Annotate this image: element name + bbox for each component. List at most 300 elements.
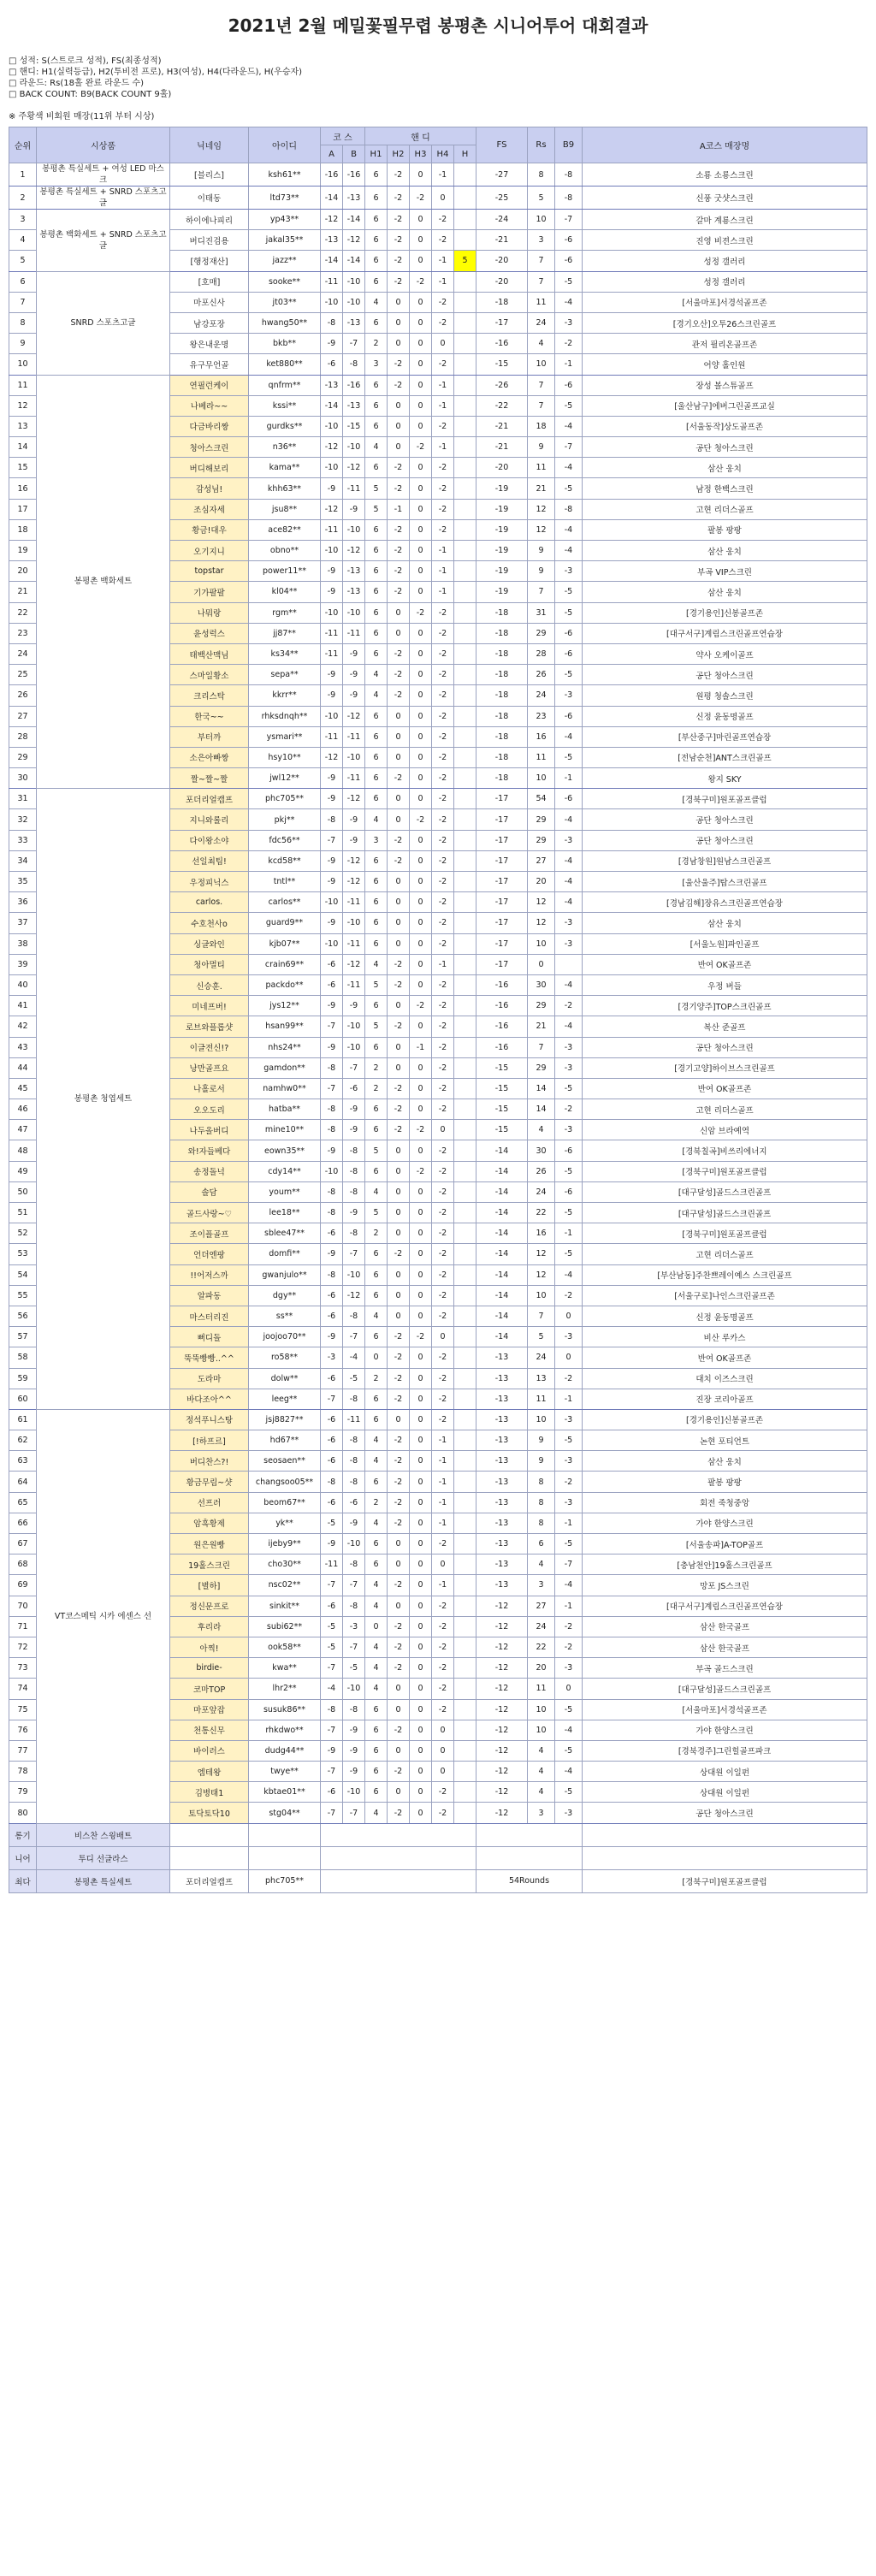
footer-id: phc705** xyxy=(249,1869,321,1892)
cell-rank: 20 xyxy=(9,561,37,582)
cell-nick: 도라마 xyxy=(170,1368,249,1389)
cell-id: guard9** xyxy=(249,913,321,933)
cell-store: [경기고양]하이브스크린골프 xyxy=(583,1057,867,1078)
cell-rank: 17 xyxy=(9,499,37,519)
cell-h4: -1 xyxy=(432,1575,454,1596)
cell-h xyxy=(454,1575,476,1596)
cell-b9: 0 xyxy=(555,1679,583,1699)
cell-h1: 4 xyxy=(365,1803,388,1823)
cell-a: -12 xyxy=(321,437,343,458)
cell-b: -8 xyxy=(343,1389,365,1409)
cell-b: -10 xyxy=(343,271,365,292)
header-nick: 닉네임 xyxy=(170,127,249,163)
cell-rs: 18 xyxy=(528,416,555,436)
cell-prize: 봉평촌 백화세트 xyxy=(37,375,170,789)
cell-h2: 0 xyxy=(388,1306,410,1326)
cell-id: jt03** xyxy=(249,292,321,312)
cell-fs: -14 xyxy=(476,1306,528,1326)
cell-rank: 66 xyxy=(9,1513,37,1533)
cell-rank: 21 xyxy=(9,582,37,602)
cell-h1: 6 xyxy=(365,913,388,933)
cell-h3: 0 xyxy=(410,892,432,913)
cell-h2: 0 xyxy=(388,1554,410,1575)
cell-b: -13 xyxy=(343,312,365,333)
cell-h2: -2 xyxy=(388,1472,410,1492)
cell-h4: -2 xyxy=(432,312,454,333)
cell-nick: 낭만골프요 xyxy=(170,1057,249,1078)
cell-store: 삼산 웅치 xyxy=(583,913,867,933)
cell-id: kssi** xyxy=(249,395,321,416)
cell-store: 삼산 한국골프 xyxy=(583,1637,867,1657)
cell-h3: -1 xyxy=(410,1037,432,1057)
cell-h1: 6 xyxy=(365,1244,388,1264)
cell-rank: 77 xyxy=(9,1740,37,1761)
cell-a: -14 xyxy=(321,395,343,416)
cell-id: ace82** xyxy=(249,519,321,540)
cell-id: leeg** xyxy=(249,1389,321,1409)
cell-store: 비산 루카스 xyxy=(583,1327,867,1347)
cell-nick: 부터까 xyxy=(170,726,249,747)
cell-a: -12 xyxy=(321,499,343,519)
cell-b9: -4 xyxy=(555,1762,583,1782)
cell-h2: -2 xyxy=(388,478,410,499)
cell-h1: 6 xyxy=(365,230,388,251)
cell-rank: 37 xyxy=(9,913,37,933)
cell-h2: -2 xyxy=(388,974,410,995)
cell-h2: 0 xyxy=(388,292,410,312)
cell-h4: -1 xyxy=(432,1472,454,1492)
cell-h xyxy=(454,830,476,850)
cell-b9: -4 xyxy=(555,809,583,830)
cell-rank: 60 xyxy=(9,1389,37,1409)
cell-h3: 0 xyxy=(410,726,432,747)
cell-h1: 4 xyxy=(365,1596,388,1616)
cell-h4: -2 xyxy=(432,1016,454,1037)
cell-a: -12 xyxy=(321,747,343,767)
cell-id: ro58** xyxy=(249,1347,321,1368)
cell-nick: 포더리얼캡프 xyxy=(170,789,249,809)
cell-h2: 0 xyxy=(388,1534,410,1554)
cell-h2: 0 xyxy=(388,1264,410,1285)
cell-nick: [호매] xyxy=(170,271,249,292)
cell-store: [경북구미]원포골프클럽 xyxy=(583,1223,867,1244)
cell-h3: 0 xyxy=(410,1762,432,1782)
header-h3: H3 xyxy=(410,145,432,163)
cell-b: -9 xyxy=(343,1762,365,1782)
cell-id: pkj** xyxy=(249,809,321,830)
cell-a: -9 xyxy=(321,1534,343,1554)
cell-h2: -2 xyxy=(388,1451,410,1472)
cell-rs: 22 xyxy=(528,1637,555,1657)
cell-h1: 6 xyxy=(365,1099,388,1120)
cell-a: -8 xyxy=(321,1120,343,1140)
cell-store: 왕지 SKY xyxy=(583,768,867,789)
cell-store: 어양 홀인원 xyxy=(583,354,867,375)
cell-h4: -2 xyxy=(432,706,454,726)
cell-fs: -16 xyxy=(476,996,528,1016)
cell-h4: -2 xyxy=(432,872,454,892)
cell-b: -10 xyxy=(343,519,365,540)
cell-b9: -5 xyxy=(555,1203,583,1223)
cell-store: [경기양주]TOP스크린골프 xyxy=(583,996,867,1016)
cell-id: power11** xyxy=(249,561,321,582)
cell-b9: -3 xyxy=(555,830,583,850)
cell-h1: 6 xyxy=(365,1161,388,1181)
cell-fs: -17 xyxy=(476,954,528,974)
cell-nick: 나홀로서 xyxy=(170,1078,249,1099)
cell-a: -10 xyxy=(321,1161,343,1181)
cell-store: [울산남구]에버그린골프교실 xyxy=(583,395,867,416)
cell-store: [서울노원]파인골프 xyxy=(583,933,867,954)
page-title: 2021년 2월 메밀꽃필무렵 봉평촌 시니어투어 대회결과 xyxy=(228,15,648,36)
cell-id: eown35** xyxy=(249,1140,321,1161)
cell-a: -10 xyxy=(321,292,343,312)
cell-fs: -26 xyxy=(476,375,528,395)
cell-id: jj87** xyxy=(249,623,321,643)
cell-h4: -2 xyxy=(432,747,454,767)
cell-h xyxy=(454,1637,476,1657)
header-store: A코스 매장명 xyxy=(583,127,867,163)
cell-h xyxy=(454,230,476,251)
cell-rs: 10 xyxy=(528,1720,555,1740)
cell-rs: 10 xyxy=(528,1285,555,1306)
cell-h3: 0 xyxy=(410,334,432,354)
cell-b9: -6 xyxy=(555,251,583,271)
header-a: A xyxy=(321,145,343,163)
cell-id: stg04** xyxy=(249,1803,321,1823)
cell-h xyxy=(454,602,476,623)
cell-rank: 69 xyxy=(9,1575,37,1596)
cell-rs: 9 xyxy=(528,1430,555,1451)
cell-store: 장성 볼스튜골프 xyxy=(583,375,867,395)
cell-h xyxy=(454,1492,476,1513)
cell-fs: -17 xyxy=(476,789,528,809)
cell-id: kbtae01** xyxy=(249,1782,321,1803)
cell-h2: 0 xyxy=(388,602,410,623)
cell-id: joojoo70** xyxy=(249,1327,321,1347)
cell-rs: 4 xyxy=(528,1782,555,1803)
cell-rs: 24 xyxy=(528,685,555,706)
cell-h xyxy=(454,1782,476,1803)
cell-rs: 11 xyxy=(528,458,555,478)
cell-id: changsoo05** xyxy=(249,1472,321,1492)
cell-h2: 0 xyxy=(388,789,410,809)
cell-h4: -2 xyxy=(432,1078,454,1099)
cell-rank: 38 xyxy=(9,933,37,954)
cell-b9: -1 xyxy=(555,1223,583,1244)
cell-nick: 암흑황제 xyxy=(170,1513,249,1533)
header-b9: B9 xyxy=(555,127,583,163)
cell-fs: -14 xyxy=(476,1203,528,1223)
cell-b9: -6 xyxy=(555,789,583,809)
cell-b: -7 xyxy=(343,1057,365,1078)
cell-nick: 오오도리 xyxy=(170,1099,249,1120)
cell-h xyxy=(454,1037,476,1057)
cell-h1: 4 xyxy=(365,292,388,312)
cell-a: -11 xyxy=(321,1554,343,1575)
cell-fs: -13 xyxy=(476,1451,528,1472)
cell-rank: 49 xyxy=(9,1161,37,1181)
cell-h3: 0 xyxy=(410,1554,432,1575)
cell-a: -9 xyxy=(321,665,343,685)
cell-b9: -2 xyxy=(555,1285,583,1306)
cell-h2: -2 xyxy=(388,1637,410,1657)
footer-fs: 54Rounds xyxy=(476,1869,583,1892)
cell-store: [경기용인]신봉골프존 xyxy=(583,1409,867,1430)
cell-h1: 4 xyxy=(365,1679,388,1699)
cell-nick: 코마TOP xyxy=(170,1679,249,1699)
cell-h2: 0 xyxy=(388,1782,410,1803)
cell-rank: 51 xyxy=(9,1203,37,1223)
cell-b9: -1 xyxy=(555,768,583,789)
cell-h1: 4 xyxy=(365,1451,388,1472)
header-fs: FS xyxy=(476,127,528,163)
cell-nick: 언더엔팡 xyxy=(170,1244,249,1264)
cell-id: khh63** xyxy=(249,478,321,499)
cell-h xyxy=(454,187,476,210)
cell-h xyxy=(454,1803,476,1823)
cell-h2: 0 xyxy=(388,809,410,830)
cell-b: -12 xyxy=(343,789,365,809)
cell-h3: 0 xyxy=(410,1140,432,1161)
cell-store: 상대원 이일펀 xyxy=(583,1782,867,1803)
cell-h1: 6 xyxy=(365,210,388,230)
cell-nick: 마포앞잡 xyxy=(170,1699,249,1720)
cell-h xyxy=(454,1306,476,1326)
cell-h xyxy=(454,1430,476,1451)
cell-a: -11 xyxy=(321,643,343,664)
cell-id: beom67** xyxy=(249,1492,321,1513)
cell-rank: 24 xyxy=(9,643,37,664)
cell-h xyxy=(454,1554,476,1575)
cell-rs: 3 xyxy=(528,1803,555,1823)
cell-b: -13 xyxy=(343,187,365,210)
cell-fs: -13 xyxy=(476,1513,528,1533)
cell-store: 소룡 소룡스크린 xyxy=(583,163,867,187)
cell-nick: 로브와플롭샷 xyxy=(170,1016,249,1037)
cell-store: [경북경주]그린힐골프파크 xyxy=(583,1740,867,1761)
cell-b: -12 xyxy=(343,230,365,251)
cell-b: -15 xyxy=(343,416,365,436)
cell-b: -8 xyxy=(343,1430,365,1451)
cell-fs: -12 xyxy=(476,1720,528,1740)
cell-b: -8 xyxy=(343,1472,365,1492)
cell-h2: 0 xyxy=(388,1285,410,1306)
cell-fs: -19 xyxy=(476,561,528,582)
cell-h2: -2 xyxy=(388,354,410,375)
cell-rank: 80 xyxy=(9,1803,37,1823)
cell-b9: -6 xyxy=(555,230,583,251)
cell-a: -6 xyxy=(321,1782,343,1803)
cell-h2: -2 xyxy=(388,1120,410,1140)
cell-b: -8 xyxy=(343,354,365,375)
cell-rs: 29 xyxy=(528,996,555,1016)
cell-b9: -2 xyxy=(555,1637,583,1657)
cell-rs: 30 xyxy=(528,1140,555,1161)
cell-id: ysmari** xyxy=(249,726,321,747)
cell-nick: 솔담 xyxy=(170,1181,249,1202)
cell-fs: -18 xyxy=(476,623,528,643)
cell-h xyxy=(454,1451,476,1472)
cell-b: -9 xyxy=(343,643,365,664)
cell-h4: -2 xyxy=(432,1140,454,1161)
cell-h xyxy=(454,892,476,913)
cell-b: -14 xyxy=(343,251,365,271)
cell-id: sooke** xyxy=(249,271,321,292)
cell-b9: -4 xyxy=(555,458,583,478)
cell-nick: 나베라~~ xyxy=(170,395,249,416)
table-row xyxy=(9,375,867,395)
footer-label: 롱기 xyxy=(9,1823,37,1846)
cell-id: cho30** xyxy=(249,1554,321,1575)
cell-nick: 기가팔팔 xyxy=(170,582,249,602)
cell-h xyxy=(454,1472,476,1492)
cell-h3: 0 xyxy=(410,1492,432,1513)
cell-b9: -3 xyxy=(555,1409,583,1430)
cell-fs: -18 xyxy=(476,726,528,747)
cell-h2: 0 xyxy=(388,933,410,954)
cell-h2: -2 xyxy=(388,582,410,602)
cell-store: [경남김해]장유스크린골프연습장 xyxy=(583,892,867,913)
cell-h3: -2 xyxy=(410,809,432,830)
cell-h2: -2 xyxy=(388,1513,410,1533)
cell-store: 남정 한백스크린 xyxy=(583,478,867,499)
cell-h1: 6 xyxy=(365,789,388,809)
cell-a: -8 xyxy=(321,1203,343,1223)
cell-b9: -4 xyxy=(555,726,583,747)
cell-h2: 0 xyxy=(388,437,410,458)
cell-fs: -18 xyxy=(476,602,528,623)
cell-a: -7 xyxy=(321,1016,343,1037)
cell-b: -5 xyxy=(343,1368,365,1389)
cell-a: -9 xyxy=(321,913,343,933)
cell-b: -12 xyxy=(343,872,365,892)
cell-h3: 0 xyxy=(410,1057,432,1078)
cell-b9: -5 xyxy=(555,1782,583,1803)
cell-nick: 골드사랑~♡ xyxy=(170,1203,249,1223)
cell-a: -8 xyxy=(321,312,343,333)
cell-h xyxy=(454,1057,476,1078)
cell-b9: -6 xyxy=(555,706,583,726)
cell-h2: 0 xyxy=(388,334,410,354)
cell-rs: 13 xyxy=(528,1368,555,1389)
cell-rank: 65 xyxy=(9,1492,37,1513)
cell-id: rhkdwo** xyxy=(249,1720,321,1740)
cell-h1: 6 xyxy=(365,726,388,747)
cell-b9: -7 xyxy=(555,437,583,458)
cell-nick: 수호천사o xyxy=(170,913,249,933)
cell-rs: 12 xyxy=(528,913,555,933)
footer-fs xyxy=(476,1846,583,1869)
cell-h1: 2 xyxy=(365,334,388,354)
cell-h3: -2 xyxy=(410,1120,432,1140)
cell-h3: 0 xyxy=(410,163,432,187)
cell-h xyxy=(454,334,476,354)
cell-h xyxy=(454,210,476,230)
cell-b: -11 xyxy=(343,623,365,643)
cell-rs: 9 xyxy=(528,1451,555,1472)
cell-rs: 12 xyxy=(528,519,555,540)
cell-nick: 지니와롤리 xyxy=(170,809,249,830)
cell-h xyxy=(454,1016,476,1037)
header-h2: H2 xyxy=(388,145,410,163)
cell-h xyxy=(454,996,476,1016)
cell-id: jys12** xyxy=(249,996,321,1016)
cell-h3: 0 xyxy=(410,230,432,251)
footer-fs xyxy=(476,1823,583,1846)
cell-h3: 0 xyxy=(410,665,432,685)
cell-id: mine10** xyxy=(249,1120,321,1140)
cell-h1: 5 xyxy=(365,1016,388,1037)
cell-h xyxy=(454,1140,476,1161)
cell-rank: 53 xyxy=(9,1244,37,1264)
cell-h3: 0 xyxy=(410,933,432,954)
cell-nick: 감성님! xyxy=(170,478,249,499)
cell-h1: 2 xyxy=(365,1368,388,1389)
cell-id: seosaen** xyxy=(249,1451,321,1472)
cell-h xyxy=(454,933,476,954)
cell-h xyxy=(454,809,476,830)
cell-store: 신풍 굿샷스크린 xyxy=(583,187,867,210)
cell-rank: 26 xyxy=(9,685,37,706)
cell-store: 공단 청아스크린 xyxy=(583,665,867,685)
cell-h3: 0 xyxy=(410,685,432,706)
cell-rs: 9 xyxy=(528,561,555,582)
cell-h1: 6 xyxy=(365,1762,388,1782)
cell-id: jsj8827** xyxy=(249,1409,321,1430)
cell-b9: -8 xyxy=(555,163,583,187)
cell-b9: -3 xyxy=(555,1803,583,1823)
cell-h xyxy=(454,1099,476,1120)
cell-fs: -12 xyxy=(476,1782,528,1803)
cell-b: -10 xyxy=(343,1264,365,1285)
cell-a: -8 xyxy=(321,1264,343,1285)
cell-b: -5 xyxy=(343,1658,365,1679)
cell-store: 팔봉 팡팡 xyxy=(583,519,867,540)
cell-rs: 8 xyxy=(528,163,555,187)
cell-h4: -2 xyxy=(432,458,454,478)
cell-rank: 70 xyxy=(9,1596,37,1616)
cell-id: gamdon** xyxy=(249,1057,321,1078)
cell-id: crain69** xyxy=(249,954,321,974)
cell-fs: -21 xyxy=(476,437,528,458)
cell-rs: 7 xyxy=(528,582,555,602)
cell-store: 진장 코리아골프 xyxy=(583,1389,867,1409)
cell-h4: -2 xyxy=(432,499,454,519)
cell-id: ook58** xyxy=(249,1637,321,1657)
cell-rank: 35 xyxy=(9,872,37,892)
cell-rank: 4 xyxy=(9,230,37,251)
cell-a: -14 xyxy=(321,187,343,210)
cell-h1: 6 xyxy=(365,1699,388,1720)
cell-id: jsu8** xyxy=(249,499,321,519)
cell-h xyxy=(454,519,476,540)
cell-rs: 26 xyxy=(528,1161,555,1181)
cell-rs: 11 xyxy=(528,747,555,767)
cell-h1: 4 xyxy=(365,1306,388,1326)
cell-store: 회전 죽청중앙 xyxy=(583,1492,867,1513)
cell-b: -12 xyxy=(343,954,365,974)
cell-h xyxy=(454,1762,476,1782)
cell-store: 원평 청솔스크린 xyxy=(583,685,867,706)
cell-h4: -2 xyxy=(432,726,454,747)
cell-h4: -2 xyxy=(432,1057,454,1078)
cell-b9: -5 xyxy=(555,1699,583,1720)
cell-nick: 유구무언골 xyxy=(170,354,249,375)
cell-h xyxy=(454,354,476,375)
cell-fs: -22 xyxy=(476,395,528,416)
cell-fs: -14 xyxy=(476,1223,528,1244)
